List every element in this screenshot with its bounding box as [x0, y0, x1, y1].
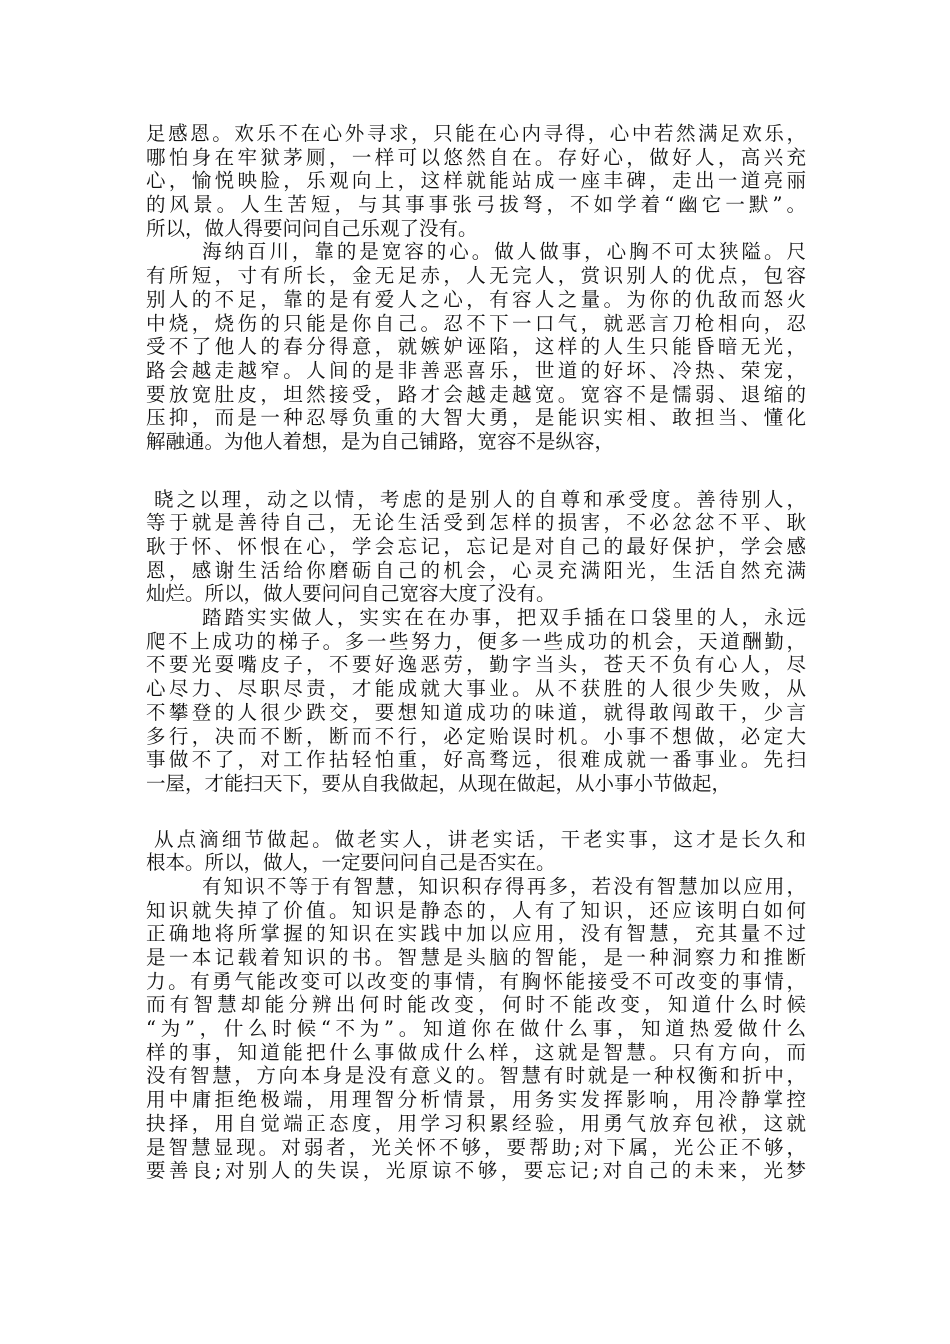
text-line: 哪怕身在牢狱茅厕，一样可以悠然自在。存好心，做好人，高兴充: [146, 145, 806, 169]
text-line: 压抑，而是一种忍辱负重的大智大勇，是能识实相、敢担当、懂化: [146, 406, 806, 430]
text-line: 样的事，知道能把什么事做成什么样，这就是智慧。只有方向，而: [146, 1040, 806, 1064]
text-line: 要善良;对别人的失误，光原谅不够，要忘记;对自己的未来，光梦: [146, 1159, 806, 1183]
text-line: 心，愉悦映脸，乐观向上，这样就能站成一座丰碑，走出一道亮丽: [146, 169, 806, 193]
text-line: 晓之以理，动之以情，考虑的是别人的自尊和承受度。善待别人，: [154, 487, 806, 511]
text-line: 根本。所以，做人，一定要问问自己是否实在。: [146, 851, 556, 875]
text-line: 有所短，寸有所长，金无足赤，人无完人，赏识别人的优点，包容: [146, 264, 806, 288]
text-line: 海纳百川，靠的是宽容的心。做人做事，心胸不可太狭隘。尺: [202, 240, 806, 264]
text-line: 路会越走越窄。人间的是非善恶喜乐，世道的好坏、冷热、荣宠，: [146, 358, 806, 382]
paragraph-3: [146, 488, 806, 606]
text-line: 足感恩。欢乐不在心外寻求，只能在心内寻得，心中若然满足欢乐，: [146, 122, 806, 145]
text-line: 不攀登的人很少跌交，要想知道成功的味道，就得敢闯敢干，少言: [146, 700, 806, 724]
paragraph-5: [146, 828, 806, 875]
paragraph-2: [146, 240, 806, 453]
text-line: 知识就失掉了价值。知识是静态的，人有了知识，还应该明白如何: [146, 898, 806, 922]
text-line: 没有智慧，方向本身是没有意义的。智慧有时就是一种权衡和折中，: [146, 1064, 806, 1088]
text-line: 别人的不足，靠的是有爱人之心，有容人之量。为你的仇敌而怒火: [146, 287, 806, 311]
page-break-gap: [146, 454, 806, 488]
text-line: 多行，决而不断，断而不行，必定贻误时机。小事不想做，必定大: [146, 724, 806, 748]
text-line: 踏踏实实做人，实实在在办事，把双手插在口袋里的人，永远: [202, 606, 806, 630]
paragraph-1: [146, 122, 806, 240]
text-line: 抉择，用自觉端正态度，用学习积累经验，用勇气放弃包袱，这就: [146, 1111, 806, 1135]
text-line: 中烧，烧伤的只能是你自己。忍不下一口气，就恶言刀枪相向，忍: [146, 311, 806, 335]
text-line: 灿烂。所以，做人要问问自己宽容大度了没有。: [146, 582, 556, 606]
text-line: 耿于怀、怀恨在心，学会忘记，忘记是对自己的最好保护，学会感: [146, 535, 806, 558]
page-break-gap: [146, 796, 806, 828]
text-line: 有知识不等于有智慧，知识积存得再多，若没有智慧加以应用，: [202, 874, 806, 898]
text-line: 一屋，才能扫天下，要从自我做起，从现在做起，从小事小节做起，: [146, 771, 732, 795]
text-line: 心尽力、尽职尽责，才能成就大事业。从不获胜的人很少失败，从: [146, 677, 806, 701]
text-line: 从点滴细节做起。做老实人，讲老实话，干老实事，这才是长久和: [154, 827, 806, 851]
text-line: 不要光耍嘴皮子，不要好逸恶劳，勤字当头，苍天不负有心人，尽: [146, 653, 806, 677]
text-line: 所以，做人得要问问自己乐观了没有。: [146, 216, 478, 240]
document-page: [146, 122, 806, 1183]
text-line: 用中庸拒绝极端，用理智分析情景，用务实发挥影响，用冷静掌控: [146, 1088, 806, 1112]
text-line: 恩，感谢生活给你磨砺自己的机会，心灵充满阳光，生活自然充满: [146, 558, 806, 582]
paragraph-4: [146, 606, 806, 796]
paragraph-6: [146, 875, 806, 1183]
text-line: 要放宽肚皮，坦然接受，路才会越走越宽。宽容不是懦弱、退缩的: [146, 382, 806, 406]
text-line: 是一本记载着知识的书。智慧是头脑的智能，是一种洞察力和推断: [146, 946, 806, 969]
text-line: 而有智慧却能分辨出何时能改变，何时不能改变，知道什么时候: [146, 993, 806, 1017]
text-line: 正确地将所掌握的知识在实践中加以应用，没有智慧，充其量不过: [146, 922, 806, 946]
text-line: 事做不了，对工作拈轻怕重，好高骛远，很难成就一番事业。先扫: [146, 748, 806, 772]
text-line: 解融通。为他人着想，是为自己铺路，宽容不是纵容，: [146, 429, 615, 453]
text-line: 爬不上成功的梯子。多一些努力，便多一些成功的机会，天道酬勤，: [146, 629, 806, 653]
text-line: 受不了他人的春分得意，就嫉妒诬陷，这样的人生只能昏暗无光，: [146, 335, 806, 359]
text-line: “为”，什么时候“不为”。知道你在做什么事，知道热爱做什么: [146, 1017, 806, 1041]
text-line: 的风景。人生苦短，与其事事张弓拔弩，不如学着“幽它一默”。: [146, 193, 806, 217]
text-line: 力。有勇气能改变可以改变的事情，有胸怀能接受不可改变的事情，: [146, 969, 806, 993]
text-line: 等于就是善待自己，无论生活受到怎样的损害，不必忿忿不平、耿: [146, 511, 806, 535]
text-line: 是智慧显现。对弱者，光关怀不够，要帮助;对下属，光公正不够，: [146, 1135, 806, 1159]
